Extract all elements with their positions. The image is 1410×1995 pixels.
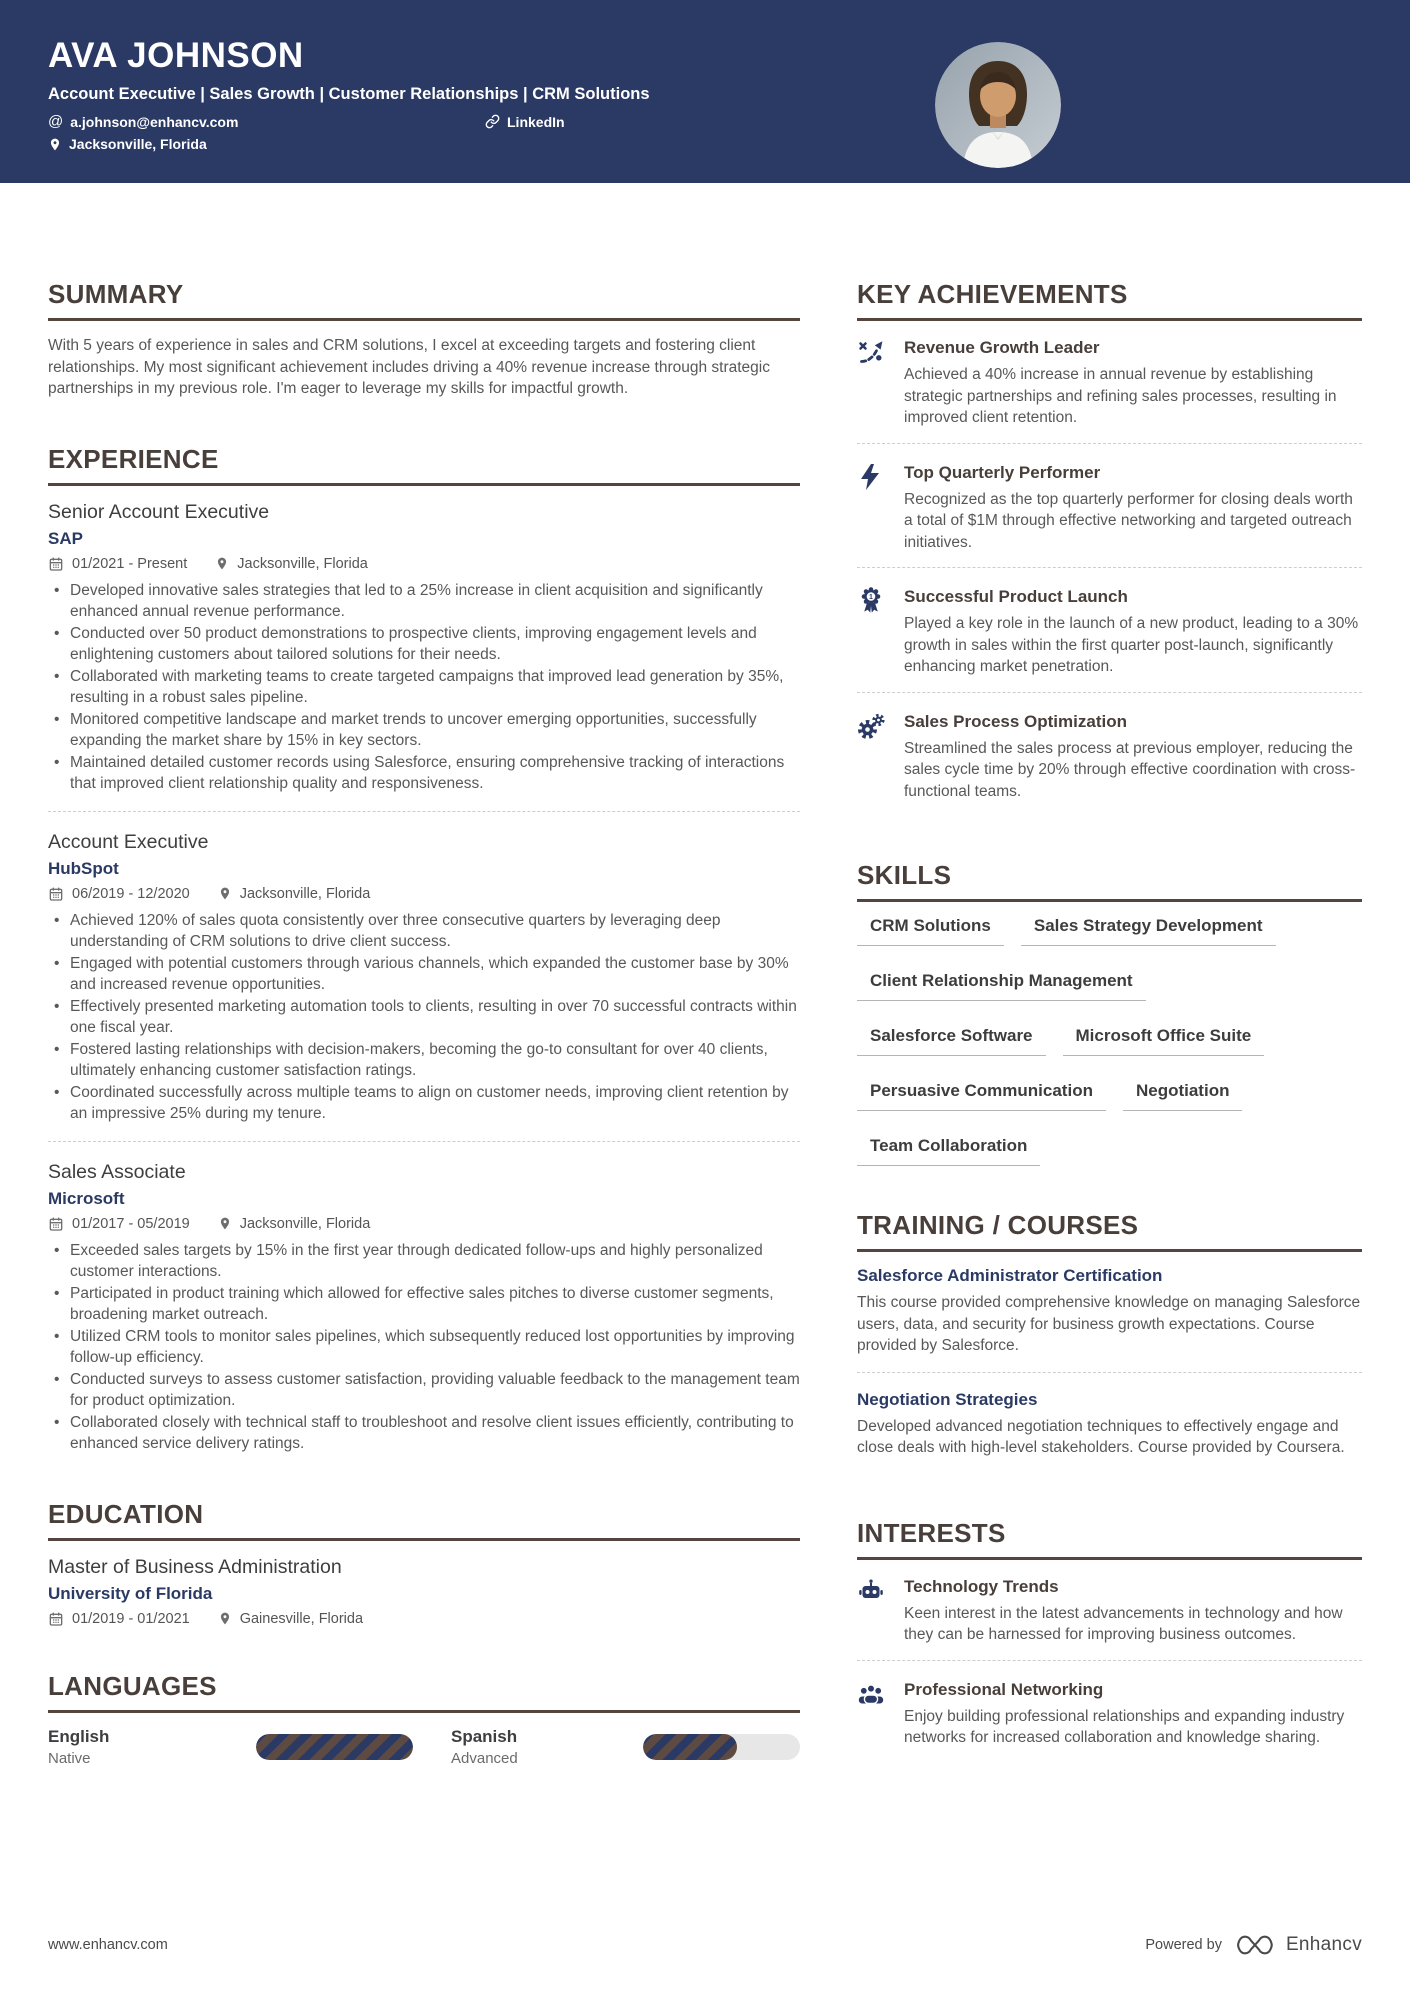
course-title: Negotiation Strategies xyxy=(857,1389,1038,1409)
date-range: 01/2017 - 05/2019 xyxy=(48,1216,190,1232)
skill-tag: Microsoft Office Suite xyxy=(1063,1026,1265,1056)
email[interactable] xyxy=(48,113,485,130)
bullet-item: • Maintained detailed customer records using Salesforce, ensuring comprehensive tracking of interactions that improved client relationship quality and responsiveness. xyxy=(48,752,800,795)
header xyxy=(0,0,1410,183)
experience-section xyxy=(48,444,800,1455)
achievement-item xyxy=(857,567,1362,692)
interests-heading: INTERESTS xyxy=(857,1518,1362,1560)
education-meta xyxy=(48,1611,800,1627)
achievement-title: Top Quarterly Performer xyxy=(904,462,1101,482)
achievements-heading: KEY ACHIEVEMENTS xyxy=(857,279,1362,321)
date-range: 06/2019 - 12/2020 xyxy=(48,886,190,902)
location-pin-icon xyxy=(215,556,229,571)
resume-body xyxy=(0,183,1410,1811)
powered-by-label: Powered by xyxy=(1145,1937,1222,1953)
achievement-item xyxy=(857,443,1362,568)
bullet-item: • Collaborated closely with technical staff to troubleshoot and resolve client issues efficiently, contributing to enhanced service delivery ratings. xyxy=(48,1412,800,1455)
bullet-item: • Achieved 120% of sales quota consistently over three consecutive quarters by leveraging deep understanding of CRM solutions to drive client success. xyxy=(48,910,800,953)
bullet-item: • Developed innovative sales strategies that led to a 25% increase in client acquisition and significantly enhanced annual revenue performance. xyxy=(48,580,800,623)
language-level: Native xyxy=(48,1749,91,1767)
achievement-text: Achieved a 40% increase in annual revenue by establishing strategic partnerships and refining sales processes, resulting in improved client retention. xyxy=(904,366,1337,426)
language-item xyxy=(451,1727,800,1767)
contact-block xyxy=(48,113,1362,152)
linkedin-link[interactable] xyxy=(485,114,565,130)
experience-item xyxy=(48,500,800,795)
course-item xyxy=(857,1372,1362,1474)
skill-tag: Sales Strategy Development xyxy=(1021,916,1276,946)
company-name: SAP xyxy=(48,528,83,548)
location-pin-icon xyxy=(48,137,62,152)
interest-title: Technology Trends xyxy=(904,1576,1059,1596)
site-link[interactable]: www.enhancv.com xyxy=(48,1937,168,1953)
skill-tag: Persuasive Communication xyxy=(857,1081,1106,1111)
gears-icon xyxy=(857,712,885,740)
achievement-text: Played a key role in the launch of a new product, leading to a 30% growth in sales within the first quarter post-launch, significantly enhancing market penetration. xyxy=(904,615,1359,675)
skill-tag: Client Relationship Management xyxy=(857,971,1146,1001)
bullet-item: • Utilized CRM tools to monitor sales pipelines, which subsequently reduced lost opportunities by improving follow-up efficiency. xyxy=(48,1326,800,1369)
bullet-item: • Exceeded sales targets by 15% in the first year through dedicated follow-ups and highly personalized customer interactions. xyxy=(48,1240,800,1283)
achievement-item xyxy=(857,692,1362,817)
job-location: Jacksonville, Florida xyxy=(218,886,371,902)
skill-tag: CRM Solutions xyxy=(857,916,1004,946)
job-bullets xyxy=(48,580,800,795)
training-heading: TRAINING / COURSES xyxy=(857,1210,1362,1252)
experience-item xyxy=(48,811,800,1125)
course-item xyxy=(857,1266,1362,1372)
job-bullets xyxy=(48,1240,800,1455)
achievement-title: Revenue Growth Leader xyxy=(904,338,1100,357)
languages-row xyxy=(48,1727,800,1767)
tactics-arrow-icon xyxy=(857,338,885,366)
enhancv-logo-icon xyxy=(1234,1933,1274,1957)
interests-section xyxy=(857,1518,1362,1763)
interest-text: Enjoy building professional relationships and expanding industry networks for increased collaboration and knowledge sharing. xyxy=(904,1707,1345,1746)
job-location: Jacksonville, Florida xyxy=(215,556,368,572)
achievement-title: Sales Process Optimization xyxy=(904,711,1127,731)
powered-by xyxy=(1145,1933,1362,1957)
achievement-item xyxy=(857,335,1362,443)
right-column xyxy=(857,279,1362,1811)
summary-section xyxy=(48,279,800,400)
education-section xyxy=(48,1499,800,1627)
calendar-icon xyxy=(48,556,64,572)
skills-section xyxy=(857,860,1362,1166)
job-meta xyxy=(48,1216,800,1232)
course-text: Developed advanced negotiation techniques to effectively engage and close deals with high-level stakeholders. Course provided by Coursera. xyxy=(857,1417,1345,1456)
language-proficiency-fill xyxy=(643,1734,737,1760)
location-pin-icon xyxy=(218,1611,232,1626)
location xyxy=(48,136,207,152)
language-proficiency-fill xyxy=(256,1734,413,1760)
language-proficiency-bar xyxy=(643,1734,800,1760)
language-proficiency-bar xyxy=(256,1734,413,1760)
left-column xyxy=(48,279,800,1811)
location-text: Jacksonville, Florida xyxy=(69,136,207,152)
svg-text:1: 1 xyxy=(869,594,873,601)
skills-heading: SKILLS xyxy=(857,860,1362,902)
calendar-icon xyxy=(48,1611,64,1627)
location-pin-icon xyxy=(218,886,232,901)
bullet-item: • Conducted surveys to assess customer satisfaction, providing valuable feedback to the management team for product optimization. xyxy=(48,1369,800,1412)
link-icon xyxy=(485,114,500,129)
medal-icon xyxy=(857,587,885,615)
person-name: AVA JOHNSON xyxy=(48,36,304,75)
achievement-text: Streamlined the sales process at previous employer, reducing the sales cycle time by 20% through effective coordination with cross-functional teams. xyxy=(904,739,1356,800)
date-range: 01/2021 - Present xyxy=(48,556,187,572)
achievement-text: Recognized as the top quarterly performer for closing deals worth a total of $1M through effective networking and targeted outreach initiatives. xyxy=(904,490,1353,551)
school-name: University of Florida xyxy=(48,1583,213,1603)
people-group-icon xyxy=(857,1680,885,1708)
interest-item xyxy=(857,1574,1362,1660)
lightning-bolt-icon xyxy=(857,463,883,491)
interest-text: Keen interest in the latest advancements in technology and how they can be harnessed for improving business outcomes. xyxy=(904,1604,1343,1643)
achievement-title: Successful Product Launch xyxy=(904,587,1128,606)
interest-title: Professional Networking xyxy=(904,1679,1104,1699)
bullet-item: • Conducted over 50 product demonstrations to prospective clients, improving engagement levels and enlightening customers about tailored solutions for their needs. xyxy=(48,623,800,666)
headline: Account Executive | Sales Growth | Customer Relationships | CRM Solutions xyxy=(48,85,650,103)
company-name: HubSpot xyxy=(48,858,119,878)
job-title: Senior Account Executive xyxy=(48,500,270,523)
job-location: Jacksonville, Florida xyxy=(218,1216,371,1232)
achievements-section xyxy=(857,279,1362,816)
language-item xyxy=(48,1727,413,1767)
bullet-item: • Effectively presented marketing automation tools to clients, resulting in over 70 successful contracts within one fiscal year. xyxy=(48,996,800,1039)
bullet-item: • Participated in product training which allowed for effective sales pitches to diverse customer segments, broadening market outreach. xyxy=(48,1283,800,1326)
languages-heading: LANGUAGES xyxy=(48,1671,800,1713)
company-name: Microsoft xyxy=(48,1188,125,1208)
skill-tag: Salesforce Software xyxy=(857,1026,1046,1056)
brand-name: Enhancv xyxy=(1285,1934,1362,1955)
bullet-item: • Fostered lasting relationships with decision-makers, becoming the go-to consultant for over 40 clients, ultimately enhancing customer satisfaction ratings. xyxy=(48,1039,800,1082)
calendar-icon xyxy=(48,886,64,902)
degree: Master of Business Administration xyxy=(48,1555,342,1578)
avatar xyxy=(935,42,1061,168)
job-title: Account Executive xyxy=(48,830,209,853)
training-section xyxy=(857,1210,1362,1474)
portrait-photo xyxy=(935,42,1061,168)
skill-tag: Negotiation xyxy=(1123,1081,1243,1111)
summary-text: With 5 years of experience in sales and CRM solutions, I excel at exceeding targets and fostering client relationships. My most significant achievement includes driving a 40% revenue increase through strategic partnerships in my previous role. I'm eager to leverage my skills for impactful growth. xyxy=(48,337,770,397)
language-name: English xyxy=(48,1726,110,1746)
language-level: Advanced xyxy=(451,1749,518,1767)
email-text[interactable]: a.johnson@enhancv.com xyxy=(70,113,239,130)
interest-item xyxy=(857,1660,1362,1763)
languages-section xyxy=(48,1671,800,1767)
job-title: Sales Associate xyxy=(48,1160,186,1183)
bullet-item: • Coordinated successfully across multiple teams to align on customer needs, improving client retention by an impressive 25% during my tenure. xyxy=(48,1082,800,1125)
bullet-item: • Monitored competitive landscape and market trends to uncover emerging opportunities, successfully expanding the market share by 15% in key sectors. xyxy=(48,709,800,752)
course-text: This course provided comprehensive knowledge on managing Salesforce users, data, and security for business growth expectations. Course provided by Salesforce. xyxy=(857,1294,1361,1354)
experience-item xyxy=(48,1141,800,1455)
course-title: Salesforce Administrator Certification xyxy=(857,1266,1163,1285)
location-pin-icon xyxy=(218,1216,232,1231)
summary-heading: SUMMARY xyxy=(48,279,800,321)
skill-tag: Team Collaboration xyxy=(857,1136,1040,1166)
bullet-item: • Engaged with potential customers through various channels, which expanded the customer base by 30% and increased revenue opportunities. xyxy=(48,953,800,996)
education-heading: EDUCATION xyxy=(48,1499,800,1541)
robot-icon xyxy=(857,1577,885,1605)
school-location: Gainesville, Florida xyxy=(218,1611,363,1627)
linkedin-text[interactable]: LinkedIn xyxy=(507,113,565,130)
bullet-item: • Collaborated with marketing teams to create targeted campaigns that improved lead generation by 35%, resulting in a robust sales pipeline. xyxy=(48,666,800,709)
job-meta xyxy=(48,886,800,902)
at-icon: @ xyxy=(48,113,64,130)
language-name: Spanish xyxy=(451,1726,518,1746)
footer xyxy=(48,1933,1362,1957)
job-bullets xyxy=(48,910,800,1125)
date-range: 01/2019 - 01/2021 xyxy=(48,1611,190,1627)
job-meta xyxy=(48,556,800,572)
experience-heading: EXPERIENCE xyxy=(48,444,800,486)
calendar-icon xyxy=(48,1216,64,1232)
